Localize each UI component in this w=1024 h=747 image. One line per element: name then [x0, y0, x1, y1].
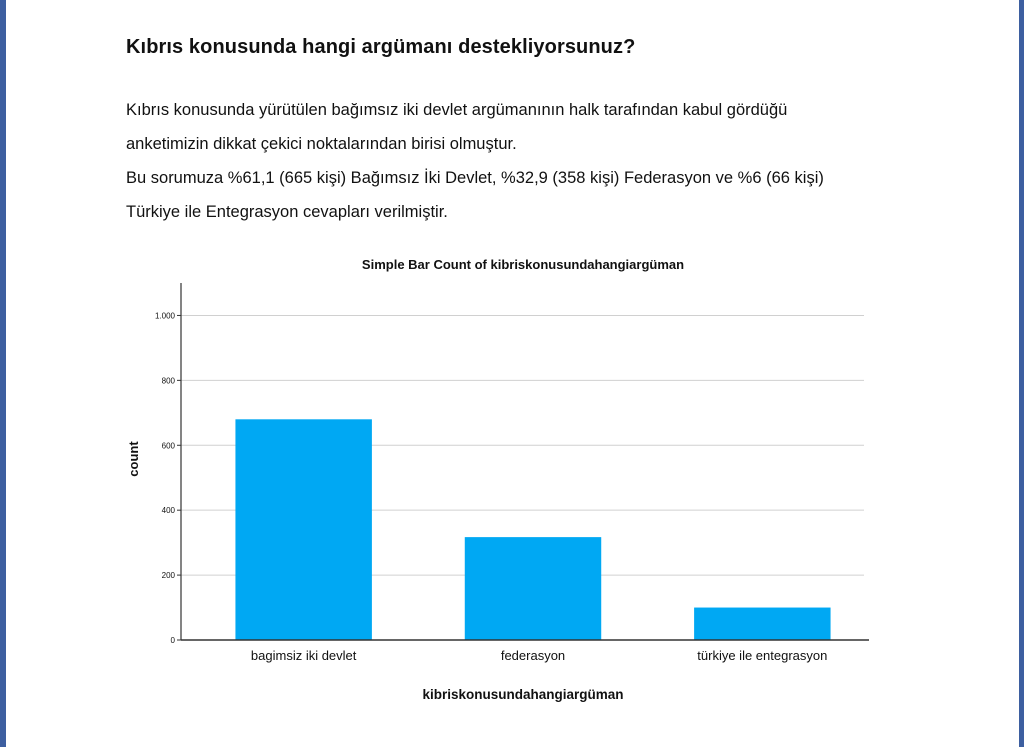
paragraph-line: Kıbrıs konusunda yürütülen bağımsız iki devlet argümanının halk tarafından kabul gördüğü — [126, 101, 788, 119]
paragraph-line: Bu sorumuza %61,1 (665 kişi) Bağımsız İki Devlet, %32,9 (358 kişi) Federasyon ve %6 (66 kişi) — [126, 169, 824, 187]
y-tick-label: 600 — [161, 441, 175, 451]
bar — [235, 419, 371, 640]
x-tick-label: türkiye ile entegrasyon — [697, 648, 828, 663]
y-tick-label: 0 — [170, 636, 175, 645]
paragraph-line: anketimizin dikkat çekici noktalarından birisi olmuştur. — [126, 135, 517, 153]
y-axis-label: count — [126, 441, 141, 477]
page-title: Kıbrıs konusunda hangi argümanı destekliyorsunuz? — [126, 36, 636, 58]
x-axis-label: kibriskonusundahangiargüman — [422, 687, 624, 702]
bar — [694, 608, 830, 640]
x-tick-label: bagimsiz iki devlet — [250, 648, 357, 663]
y-tick-label: 1.000 — [154, 311, 175, 321]
chart-title: Simple Bar Count of kibriskonusundahangiargüman — [361, 257, 685, 272]
bar — [465, 537, 601, 640]
paragraph-line: Türkiye ile Entegrasyon cevapları verilmiştir. — [126, 203, 448, 221]
x-tick-label: federasyon — [500, 648, 566, 663]
y-tick-label: 400 — [161, 506, 175, 516]
y-tick-label: 200 — [161, 571, 175, 581]
y-tick-label: 800 — [161, 376, 175, 386]
